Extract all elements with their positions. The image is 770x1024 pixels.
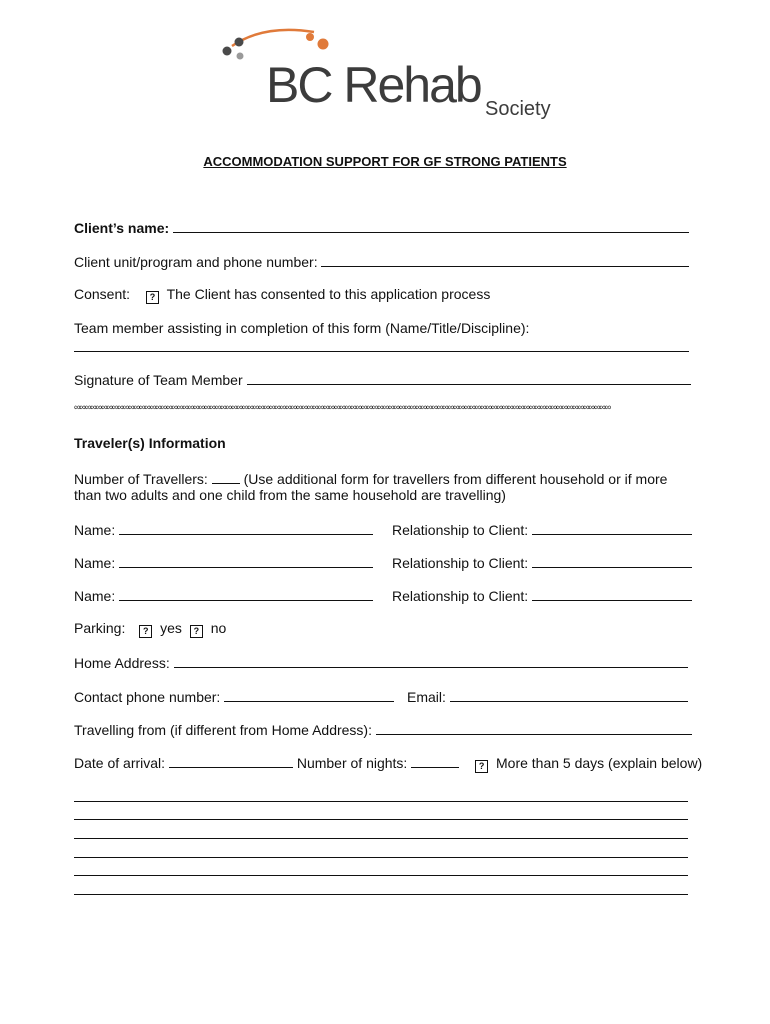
email-row: [407, 687, 688, 705]
client-name-field[interactable]: [173, 218, 689, 233]
explain-line-4[interactable]: [74, 857, 688, 858]
num-travellers-field[interactable]: [212, 469, 240, 484]
email-label: Email:: [407, 689, 446, 705]
relationship-field-2[interactable]: [532, 553, 692, 568]
explain-line-5[interactable]: [74, 875, 688, 876]
nights-field[interactable]: [411, 753, 459, 768]
explain-line-2[interactable]: [74, 819, 688, 820]
home-address-field[interactable]: [174, 653, 688, 668]
client-name-label: Client’s name:: [74, 220, 170, 236]
relationship-row-1: [392, 520, 692, 538]
relationship-label: Relationship to Client:: [392, 522, 529, 538]
date-arrival-label: Date of arrival:: [74, 755, 166, 771]
contact-phone-row: [74, 687, 394, 705]
client-unit-field[interactable]: [321, 252, 689, 267]
name-field-1[interactable]: [119, 520, 373, 535]
num-travellers-note-1: (Use additional form for travellers from different household or if more: [243, 471, 668, 487]
name-label: Name:: [74, 555, 116, 571]
relationship-field-3[interactable]: [532, 586, 692, 601]
explain-line-6[interactable]: [74, 894, 688, 895]
section-separator: ∞∞∞∞∞∞∞∞∞∞∞∞∞∞∞∞∞∞∞∞∞∞∞∞∞∞∞∞∞∞∞∞∞∞∞∞∞∞∞∞∞∞∞∞∞∞∞∞∞∞∞∞∞∞∞∞∞∞∞∞∞∞∞∞∞∞∞∞∞∞∞∞∞∞∞∞∞∞∞∞∞∞∞∞∞∞∞∞∞∞∞∞∞∞∞∞∞∞∞: [74, 402, 611, 412]
home-address-row: [74, 653, 688, 671]
consent-row: [74, 286, 490, 304]
email-field[interactable]: [450, 687, 688, 702]
date-arrival-field[interactable]: [169, 753, 293, 768]
relationship-label: Relationship to Client:: [392, 588, 529, 604]
more-than-label: More than 5 days (explain below): [496, 755, 703, 771]
signature-label: Signature of Team Member: [74, 372, 243, 388]
logo-wordmark: BC Rehab: [266, 57, 481, 113]
parking-no-label: no: [210, 620, 227, 636]
explain-line-3[interactable]: [74, 838, 688, 839]
travelling-from-field[interactable]: [376, 720, 692, 735]
team-member-field[interactable]: [74, 351, 689, 352]
relationship-field-1[interactable]: [532, 520, 692, 535]
contact-phone-label: Contact phone number:: [74, 689, 221, 705]
signature-row: [74, 370, 691, 388]
name-field-2[interactable]: [119, 553, 373, 568]
nights-label: Number of nights:: [296, 755, 408, 771]
explain-line-1[interactable]: [74, 801, 688, 802]
team-member-label: Team member assisting in completion of this form (Name/Title/Discipline):: [74, 320, 530, 336]
consent-checkbox[interactable]: ?: [146, 291, 159, 304]
parking-yes-checkbox[interactable]: ?: [139, 625, 152, 638]
num-travellers-label: Number of Travellers:: [74, 471, 208, 487]
more-than-checkbox[interactable]: ?: [475, 760, 488, 773]
home-address-label: Home Address:: [74, 655, 170, 671]
traveller-row-1: [74, 520, 373, 538]
client-unit-row: [74, 252, 689, 270]
name-label: Name:: [74, 588, 116, 604]
client-name-row: [74, 218, 689, 236]
traveller-row-2: [74, 553, 373, 571]
travelling-from-row: [74, 720, 692, 738]
num-travellers-note-2: than two adults and one child from the same household are travelling): [74, 487, 506, 503]
consent-text: The Client has consented to this application process: [166, 286, 491, 302]
travelling-from-label: Travelling from (if different from Home Address):: [74, 722, 372, 738]
logo-society-text: Society: [485, 98, 551, 120]
parking-yes-label: yes: [160, 620, 182, 636]
parking-row: [74, 620, 226, 638]
client-unit-label: Client unit/program and phone number:: [74, 254, 318, 270]
traveler-heading: Traveler(s) Information: [74, 435, 226, 451]
contact-phone-field[interactable]: [224, 687, 394, 702]
relationship-row-2: [392, 553, 692, 571]
relationship-row-3: [392, 586, 692, 604]
form-title: ACCOMMODATION SUPPORT FOR GF STRONG PATIENTS: [203, 154, 567, 169]
num-travellers-row: [74, 469, 667, 487]
arrival-row: [74, 753, 702, 773]
relationship-label: Relationship to Client:: [392, 555, 529, 571]
name-field-3[interactable]: [119, 586, 373, 601]
traveller-row-3: [74, 586, 373, 604]
parking-no-checkbox[interactable]: ?: [190, 625, 203, 638]
consent-label: Consent:: [74, 286, 131, 302]
signature-field[interactable]: [247, 370, 691, 385]
parking-label: Parking:: [74, 620, 126, 636]
name-label: Name:: [74, 522, 116, 538]
